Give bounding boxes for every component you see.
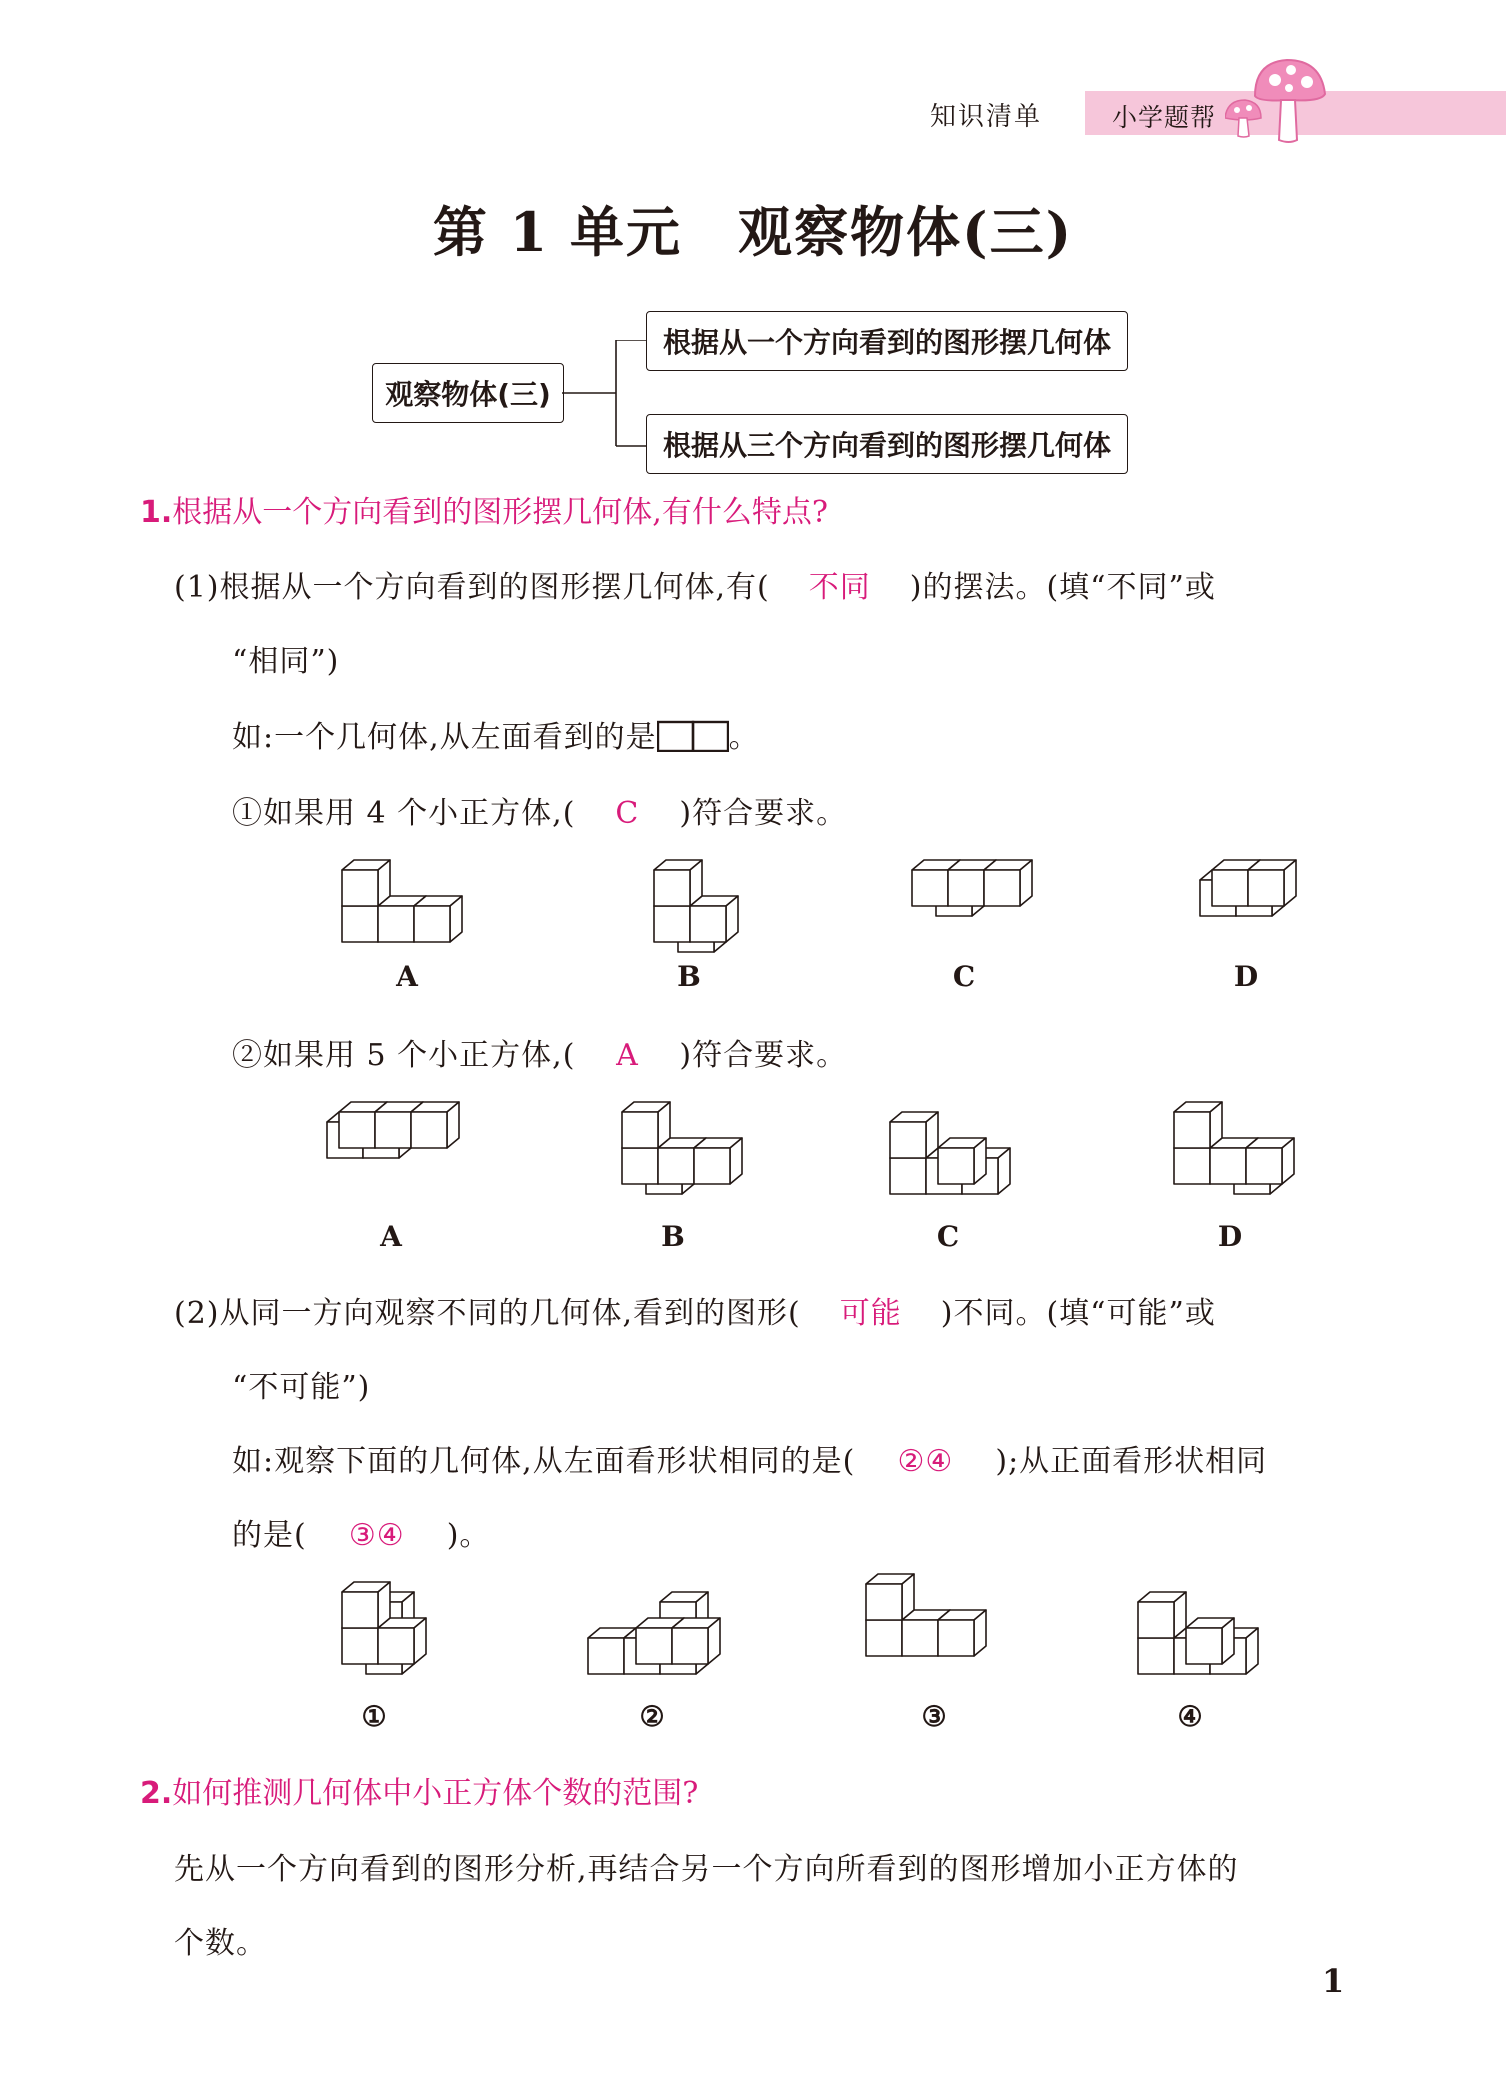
q1-example2-line2-pre: 的是( xyxy=(232,1518,307,1553)
cube xyxy=(342,860,390,906)
cube xyxy=(1248,860,1296,906)
q2-body-line1: 先从一个方向看到的图形分析,再结合另一个方向所看到的图形增加小正方体的 xyxy=(174,1852,1239,1887)
option-1a-label: A xyxy=(396,960,418,993)
shape-1-label: ① xyxy=(361,1700,387,1733)
figure-option-1d xyxy=(1198,866,1328,956)
figure-option-1b xyxy=(640,866,770,956)
option-1d-label: D xyxy=(1233,960,1259,993)
q1-example1-end: 。 xyxy=(728,720,760,755)
question-2-heading xyxy=(140,1768,698,1812)
two-squares-icon xyxy=(657,720,729,752)
q1-sub2 xyxy=(232,1030,847,1074)
question-1-title: 根据从一个方向看到的图形摆几何体,有什么特点? xyxy=(172,495,828,530)
cube xyxy=(1138,1592,1186,1638)
option-2b-label: B xyxy=(661,1220,685,1253)
q1-example1 xyxy=(232,712,760,756)
q1-part2-text-post: )不同。(填“可能”或 xyxy=(940,1296,1216,1331)
shape-3-label: ③ xyxy=(921,1700,947,1733)
q1-example2-line1 xyxy=(232,1436,1267,1480)
q1-part2-answer: 可能 xyxy=(839,1296,902,1331)
q1-sub1-answer: C xyxy=(615,796,640,831)
cube xyxy=(690,896,738,942)
mindmap-root: 观察物体(三) xyxy=(372,363,564,423)
q1-sub1-text-post: )符合要求。 xyxy=(679,796,848,831)
cube xyxy=(1174,1102,1222,1148)
figure-shape-2 xyxy=(586,1588,716,1683)
q1-example2-line2-post: )。 xyxy=(446,1518,491,1553)
q1-part1-text-pre: (1)根据从一个方向看到的图形摆几何体,有( xyxy=(174,570,770,605)
option-2a-label: A xyxy=(380,1220,402,1253)
cube xyxy=(622,1102,670,1148)
cube xyxy=(378,1618,426,1664)
figure-option-1a xyxy=(340,866,470,956)
q1-part1-line1 xyxy=(174,562,1216,606)
figure-option-2a xyxy=(325,1108,455,1203)
cube xyxy=(938,1138,986,1184)
q1-example2-line2 xyxy=(232,1510,490,1554)
cube xyxy=(342,1582,390,1628)
mushroom-icon xyxy=(1225,56,1335,146)
figure-option-2b xyxy=(608,1108,738,1203)
cube xyxy=(411,1102,459,1148)
option-1c-label: C xyxy=(952,960,976,993)
header-section-label: 知识清单 xyxy=(930,102,1043,132)
figure-option-2d xyxy=(1160,1108,1300,1203)
q1-example2-text-mid: );从正面看形状相同 xyxy=(995,1444,1268,1479)
cube xyxy=(866,1574,914,1620)
cube xyxy=(890,1112,938,1158)
mindmap-connector xyxy=(562,340,648,450)
q1-example2-answer-front: ③④ xyxy=(348,1518,405,1553)
q1-example2-text-pre: 如:观察下面的几何体,从左面看形状相同的是( xyxy=(232,1444,856,1479)
q1-part1-answer: 不同 xyxy=(808,570,871,605)
q1-part1-text-post: )的摆法。(填“不同”或 xyxy=(909,570,1216,605)
shape-4-label: ④ xyxy=(1177,1700,1203,1733)
cube xyxy=(1246,1138,1294,1184)
figure-shape-1 xyxy=(328,1588,458,1683)
cube xyxy=(938,1610,986,1656)
figure-option-2c xyxy=(888,1108,1018,1203)
q1-sub2-text-post: )符合要求。 xyxy=(679,1038,848,1073)
cube xyxy=(1186,1618,1234,1664)
cube xyxy=(694,1138,742,1184)
option-2c-label: C xyxy=(936,1220,960,1253)
question-1-heading xyxy=(140,487,828,531)
question-1-number: 1. xyxy=(140,495,173,530)
option-1b-label: B xyxy=(677,960,701,993)
cube xyxy=(414,896,462,942)
page-title: 第 1 单元 观察物体(三) xyxy=(432,200,1074,264)
q1-example2-answer-left: ②④ xyxy=(897,1444,954,1479)
shape-2-label: ② xyxy=(639,1700,665,1733)
q1-example1-text: 如:一个几何体,从左面看到的是 xyxy=(232,720,657,755)
q1-part2-text-pre: (2)从同一方向观察不同的几何体,看到的图形( xyxy=(174,1296,801,1331)
page-number: 1 xyxy=(1322,1962,1345,2000)
question-2-number: 2. xyxy=(140,1776,173,1811)
q1-part2-line2: “不可能”) xyxy=(232,1370,371,1405)
cube xyxy=(672,1618,720,1664)
question-2-title: 如何推测几何体中小正方体个数的范围? xyxy=(172,1776,699,1811)
header-brand-label: 小学题帮 xyxy=(1112,103,1217,132)
q1-sub2-answer: A xyxy=(616,1038,639,1073)
q2-body-line2: 个数。 xyxy=(174,1926,267,1961)
cube xyxy=(654,860,702,906)
mindmap-branch-2: 根据从三个方向看到的图形摆几何体 xyxy=(646,414,1128,474)
figure-shape-4 xyxy=(1136,1588,1276,1693)
q1-sub1 xyxy=(232,788,847,832)
cube xyxy=(984,860,1032,906)
figure-option-1c xyxy=(898,866,1028,956)
q1-part1-line2: “相同”) xyxy=(232,644,340,679)
q1-sub2-text-pre: ②如果用 5 个小正方体,( xyxy=(232,1038,576,1073)
q1-part2-line1 xyxy=(174,1288,1216,1332)
q1-sub1-text-pre: ①如果用 4 个小正方体,( xyxy=(232,796,576,831)
mindmap-branch-1: 根据从一个方向看到的图形摆几何体 xyxy=(646,311,1128,371)
figure-shape-3 xyxy=(864,1580,1014,1675)
option-2d-label: D xyxy=(1217,1220,1243,1253)
